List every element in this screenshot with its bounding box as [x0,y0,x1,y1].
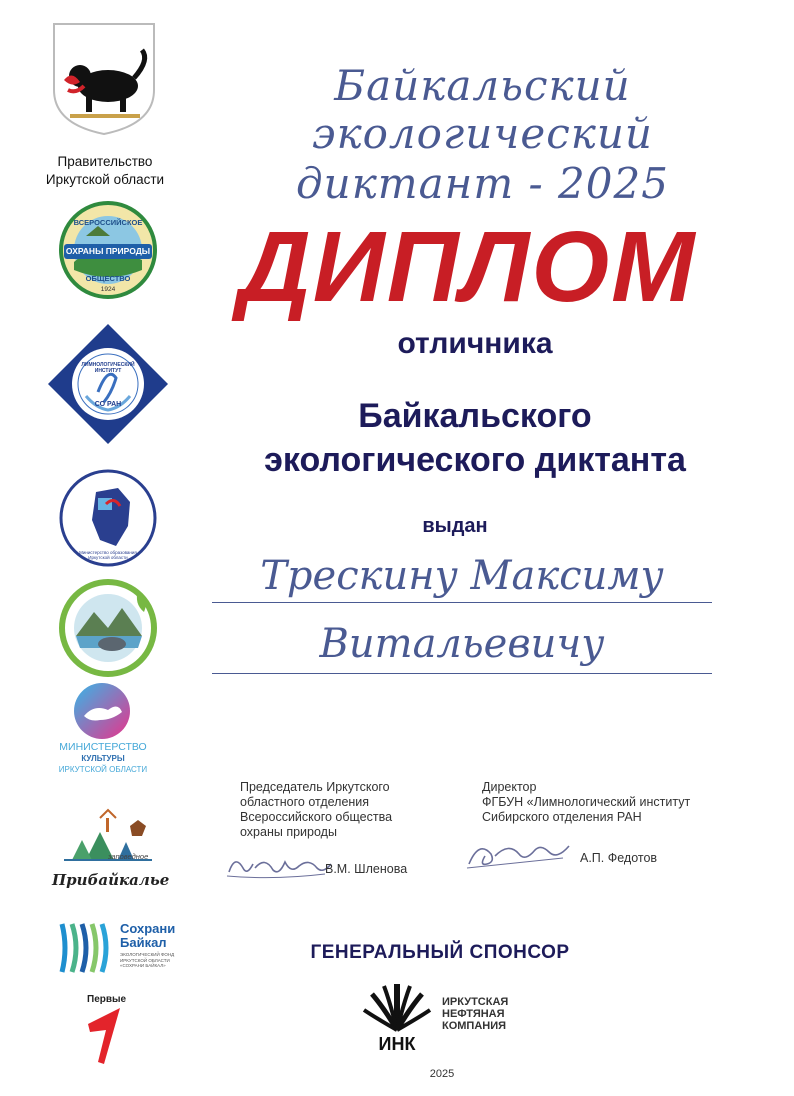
recipient-line1: Трескину Максиму [260,553,664,599]
right-signature [465,836,575,872]
left-signature [225,846,335,882]
header-title [195,62,770,208]
recipient-underline-2 [212,673,712,674]
diploma-dictation-line2: экологического диктанта [264,441,686,479]
minkult-logo [66,680,138,742]
diploma-word: ДИПЛОМ [238,211,697,323]
pribaikalie-logo [56,806,160,876]
pribaikalie-small-text: заповедное [108,852,149,861]
right-signatory-name: А.П. Федотов [580,851,658,865]
minobr-ring-text: Министерство образования Иркутской области [79,550,137,560]
sokhrani-baikal-subtitle [120,952,174,969]
limnological-ring-text: ЛИМНОЛОГИЧЕСКИЙ ИНСТИТУТ [81,362,135,374]
ink-name [442,996,508,1032]
right-signatory-line2: ФГБУН «Лимнологический институт [482,795,691,809]
ink-name-line2: НЕФТЯНАЯ [442,1008,505,1020]
gov-caption-line1: Правительство [57,154,153,169]
minkult-caption [40,742,166,775]
right-signatory-title [482,780,732,825]
sokhrani-title-line1: Сохрани [120,921,176,936]
left-signatory-title [240,780,460,840]
diploma-dictation-line1: Байкальского [358,397,592,435]
right-signatory-line3: Сибирского отделения РАН [482,810,642,824]
pribaikalie-wordmark: Прибайкалье [52,871,170,889]
ink-name-line1: ИРКУТСКАЯ [442,996,509,1008]
minprirody-logo [58,578,158,678]
sponsor-label: ГЕНЕРАЛЬНЫЙ СПОНСОР [310,942,570,963]
pervye-label: Первые [87,994,127,1005]
irkutsk-coat-of-arms-logo [50,20,158,138]
header-title-line1: Байкальский экологический [312,61,653,158]
limnological-institute-logo [46,322,170,446]
sokhrani-title-line2: Байкал [120,935,167,950]
minobr-logo [58,468,158,568]
left-signatory-line3: Всероссийского общества [240,810,393,824]
vooop-band-text: ОХРАНЫ ПРИРОДЫ [65,246,151,256]
gov-caption-line2: Иркутской области [45,172,165,187]
sokhrani-baikal-logo [58,920,116,976]
sokhrani-sub-line3: «СОХРАНИ БАЙКАЛ» [120,963,166,968]
left-signatory-line2: областного отделения [240,795,370,809]
recipient-line2: Витальевичу [319,621,605,667]
pervye-logo [86,1006,126,1066]
minkult-caption-line3: ИРКУТСКОЙ ОБЛАСТИ [58,765,148,774]
vooop-bottom-text: ОБЩЕСТВО [85,274,131,283]
ink-mark-text: ИНК [378,1034,416,1054]
sokhrani-sub-line1: ЭКОЛОГИЧЕСКИЙ ФОНД [120,952,175,957]
vooop-logo [58,200,158,300]
right-signatory-line1: Директор [482,780,537,794]
ink-logo [362,978,432,1058]
gov-caption [30,153,180,189]
recipient-underline-1 [212,602,712,603]
diploma-dictation-title [180,394,770,482]
left-signatory-name: В.М. Шленова [325,862,408,876]
left-signatory-line1: Председатель Иркутского [240,780,390,794]
minkult-caption-line1: МИНИСТЕРСТВО [59,741,147,753]
footer-year: 2025 [429,1068,455,1080]
header-title-line2: диктант - 2025 [296,159,669,208]
sokhrani-sub-line2: ИРКУТСКОЙ ОБЛАСТИ [120,957,170,963]
limnological-bottom-text: СО РАН [94,401,122,408]
diploma-subtitle: отличника [397,327,553,360]
left-signatory-line4: охраны природы [240,825,337,839]
minkult-caption-line2: КУЛЬТУРЫ [81,754,125,763]
vooop-top-text: ВСЕРОССИЙСКОЕ [73,218,143,227]
sokhrani-baikal-title [120,922,175,950]
vooop-year-text: 1924 [100,286,116,293]
issued-label: выдан [422,515,488,537]
ink-name-line3: КОМПАНИЯ [442,1020,507,1032]
